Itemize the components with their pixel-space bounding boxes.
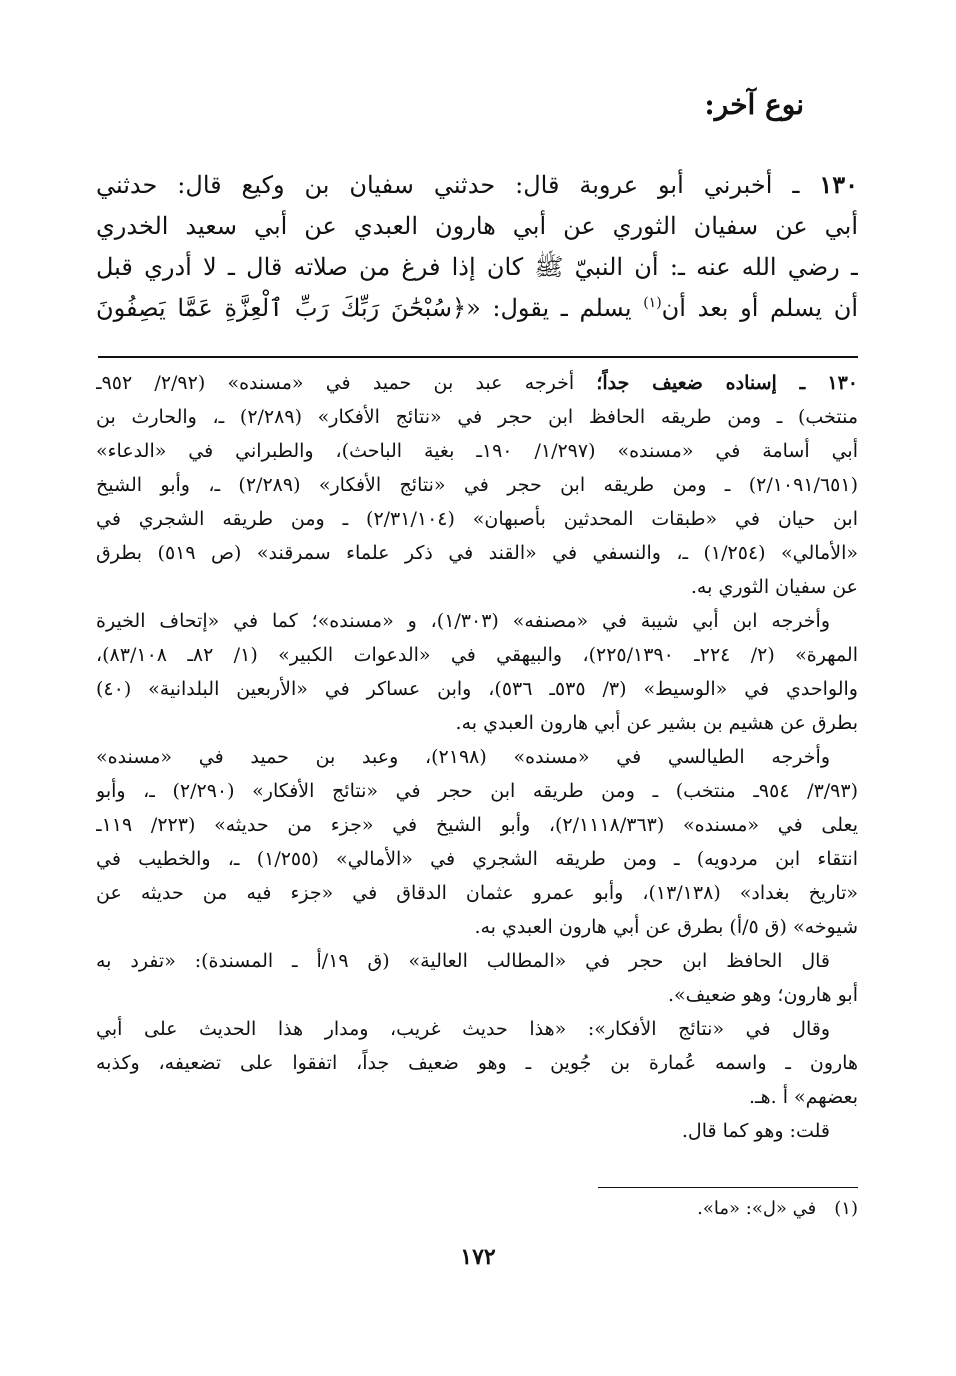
footnote-marker: (١) bbox=[643, 295, 662, 311]
note-paragraph-2: وأخرجه ابن أبي شيبة في «مصنفه» (١/٣٠٣)، و «مسنده»؛ كما في «إتحاف الخيرة المهرة» (٢/ ٢٢٤ـ ٢٢٥/١٣٩٠)، والبيهقي في «الدعوات الكبير» (١/ ٨٢ـ ٨٣/١٠٨)، والواحدي في «الوسيط» (٣/ ٥٣٥ـ ٥٣٦)، وابن عساكر في «الأربعين البلدانية» (٤٠) بطرق عن هشيم بن بشير عن أبي هارون العبدي به. bbox=[96, 610, 858, 734]
footnote-divider bbox=[598, 1187, 858, 1188]
hadith-number: ١٣٠ bbox=[819, 170, 858, 199]
takhrij-notes bbox=[96, 366, 858, 1148]
note-paragraph-5: وقال في «نتائج الأفكار»: «هذا حديث غريب، ومدار هذا الحديث على أبي هارون ـ واسمه عُمارة بن جُوين ـ وهو ضعيف جداً، اتفقوا على تضعيفه، وكذبه بعضهم» أ .هـ. bbox=[96, 1018, 858, 1108]
note-paragraph-4: قال الحافظ ابن حجر في «المطالب العالية» (ق ١٩/أ ـ المسندة): «تفرد به أبو هارون؛ وهو ضعيف». bbox=[96, 950, 858, 1006]
note-paragraph-3: وأخرجه الطيالسي في «مسنده» (٢١٩٨)، وعبد بن حميد في «مسنده» (٣/٩٣/ ٩٥٤ـ منتخب) ـ ومن طريقه ابن حجر في «نتائج الأفكار» (٢/٢٩٠) ـ، وأبو يعلى في «مسنده» (٢/١١١٨/٣٦٣)، وأبو الشيخ في «جزء من حديثه» (٢٢٣/ ١١٩ـ انتقاء ابن مردويه) ـ ومن طريقه الشجري في «الأمالي» (١/٢٥٥) ـ، والخطيب في «تاريخ بغداد» (١٣/١٣٨)، وأبو عمرو عثمان الدقاق في «جزء فيه من حديثه عن شيوخه» (ق ٥/أ) بطرق عن أبي هارون العبدي به. bbox=[96, 746, 858, 938]
footnote-number: (١) bbox=[834, 1198, 858, 1219]
hadith-text bbox=[96, 164, 858, 329]
hadith-line: أبي عن سفيان الثوري عن أبي هارون العبدي عن أبي سعيد الخدري bbox=[96, 212, 858, 240]
hadith-line: ١٣٠ ـ أخبرني أبو عروبة قال: حدثني سفيان بن وكيع قال: حدثني bbox=[96, 170, 858, 199]
hadith-line: ـ رضي الله عنه ـ: أن النبيّ ﷺ كان إذا فرغ من صلاته قال ـ لا أدري قبل bbox=[96, 253, 858, 281]
section-heading: نوع آخر: bbox=[704, 88, 804, 121]
footnote bbox=[697, 1198, 858, 1219]
main-divider bbox=[98, 356, 858, 358]
page-number: ١٧٢ bbox=[460, 1244, 496, 1270]
note-paragraph-1: ١٣٠ ـ إسناده ضعيف جداً؛ أخرجه عبد بن حميد في «مسنده» (٢/٩٢/ ٩٥٢ـ منتخب) ـ ومن طريقه الحافظ ابن حجر في «نتائج الأفكار» (٢/٢٨٩) ـ، والحارث بن أبي أسامة في «مسنده» (١/٢٩٧/ ١٩٠ـ بغية الباحث)، والطبراني في «الدعاء» (٢/١٠٩١/٦٥١) ـ ومن طريقه ابن حجر في «نتائج الأفكار» (٢/٢٨٩) ـ، وأبو الشيخ ابن حيان في «طبقات المحدثين بأصبهان» (٢/٣١/١٠٤) ـ ومن طريقه الشجري في «الأمالي» (١/٢٥٤) ـ، والنسفي في «القند في ذكر علماء سمرقند» (ص ٥١٩) بطرق عن سفيان الثوري به. bbox=[96, 372, 858, 598]
hadith-line: أن يسلم أو بعد أن$^{(١)}$ يسلم ـ يقول: «﴿سُبْحَٰنَ رَبِّكَ رَبِّ ٱلْعِزَّةِ عَمَّا يَصِفُونَ bbox=[96, 294, 858, 322]
footnote-text: في «ل»: «ما». bbox=[697, 1198, 817, 1219]
note-paragraph-6: قلت: وهو كما قال. bbox=[681, 1120, 830, 1142]
